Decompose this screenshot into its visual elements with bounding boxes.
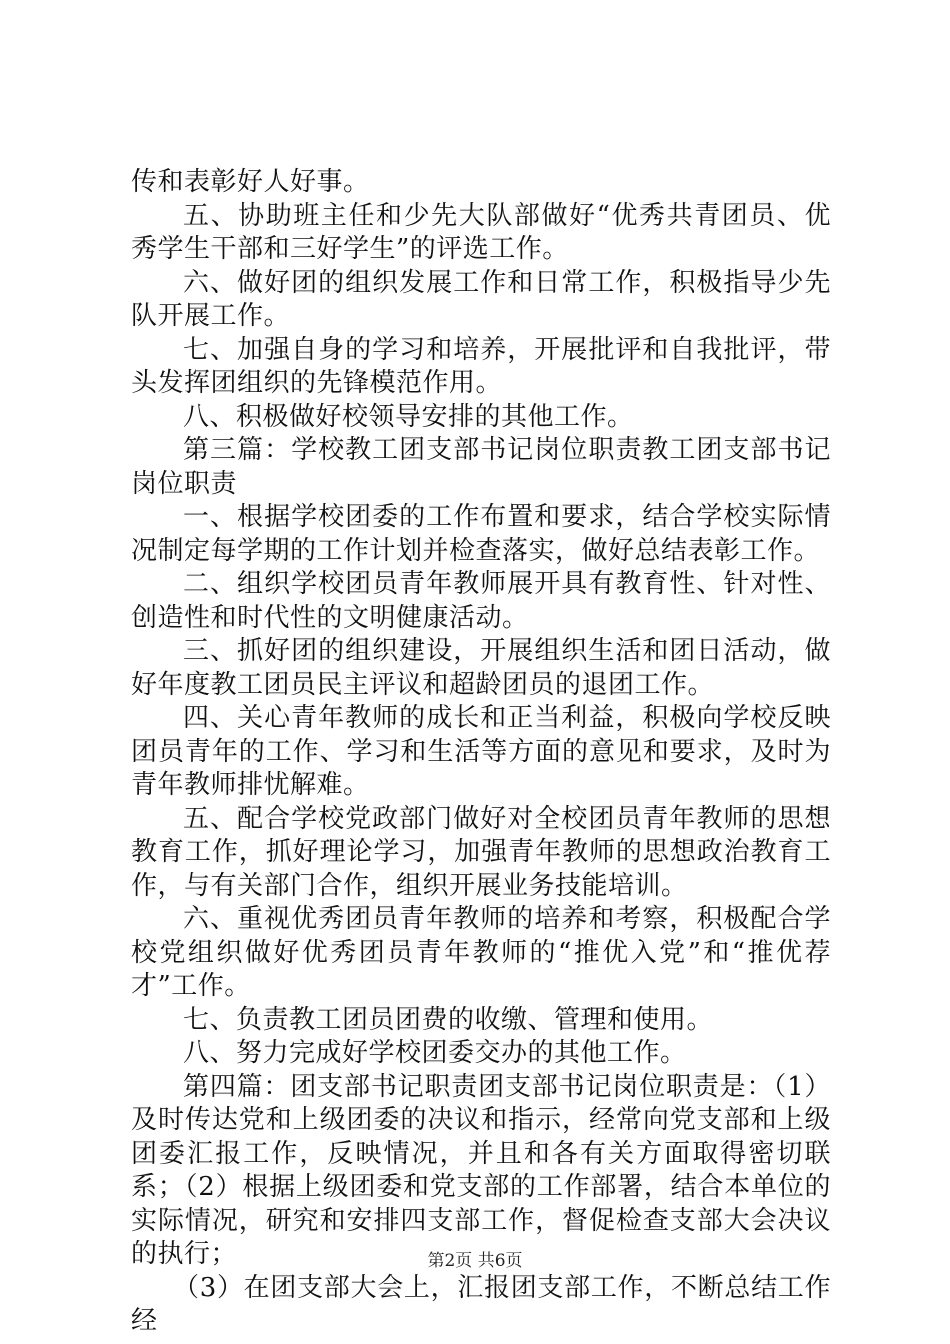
paragraph: 传和表彰好人好事。 (131, 167, 370, 197)
paragraph: 二、组织学校团员青年教师展开具有教育性、针对性、创造性和时代性的文明健康活动。 (131, 569, 831, 633)
paragraph: 六、重视优秀团员青年教师的培养和考察，积极配合学校党组织做好优秀团员青年教师的“推优入党”和“推优荐才”工作。 (131, 904, 831, 1001)
paragraph: 六、做好团的组织发展工作和日常工作，积极指导少先队开展工作。 (131, 267, 831, 331)
paragraph: 一、根据学校团委的工作布置和要求，结合学校实际情况制定每学期的工作计划并检查落实，做好总结表彰工作。 (131, 502, 831, 566)
document-body (131, 166, 831, 1339)
paragraph: 八、积极做好校领导安排的其他工作。 (183, 401, 634, 432)
paragraph: （3）在团支部大会上，汇报团支部工作，不断总结工作经 (131, 1272, 831, 1336)
paragraph: 四、关心青年教师的成长和正当利益，积极向学校反映团员青年的工作、学习和生活等方面的意见和要求，及时为青年教师排忧解难。 (131, 703, 831, 800)
section-heading: 第四篇：团支部书记职责团支部书记岗位职责是：（1）及时传达党和上级团委的决议和指示，经常向党支部和上级团委汇报工作，反映情况，并且和各有关方面取得密切联系；（2）根据上级团委和党支部的工作部署，结合本单位的实际情况，研究和安排四支部工作，督促检查支部大会决议的执行； (131, 1071, 831, 1269)
paragraph: 七、加强自身的学习和培养，开展批评和自我批评，带头发挥团组织的先锋模范作用。 (131, 334, 831, 398)
paragraph: 三、抓好团的组织建设，开展组织生活和团日活动，做好年度教工团员民主评议和超龄团员的退团工作。 (131, 636, 831, 700)
paragraph: 八、努力完成好学校团委交办的其他工作。 (183, 1038, 687, 1068)
paragraph: 五、配合学校党政部门做好对全校团员青年教师的思想教育工作，抓好理论学习，加强青年教师的思想政治教育工作，与有关部门合作，组织开展业务技能培训。 (131, 803, 831, 901)
section-heading: 第三篇：学校教工团支部书记岗位职责教工团支部书记岗位职责 (131, 435, 831, 499)
paragraph: 七、负责教工团员团费的收缴、管理和使用。 (183, 1004, 714, 1035)
paragraph: 五、协助班主任和少先大队部做好“优秀共青团员、优秀学生干部和三好学生”的评选工作。 (131, 200, 831, 264)
page-number-footer: 第2页 共6页 (427, 1251, 523, 1271)
